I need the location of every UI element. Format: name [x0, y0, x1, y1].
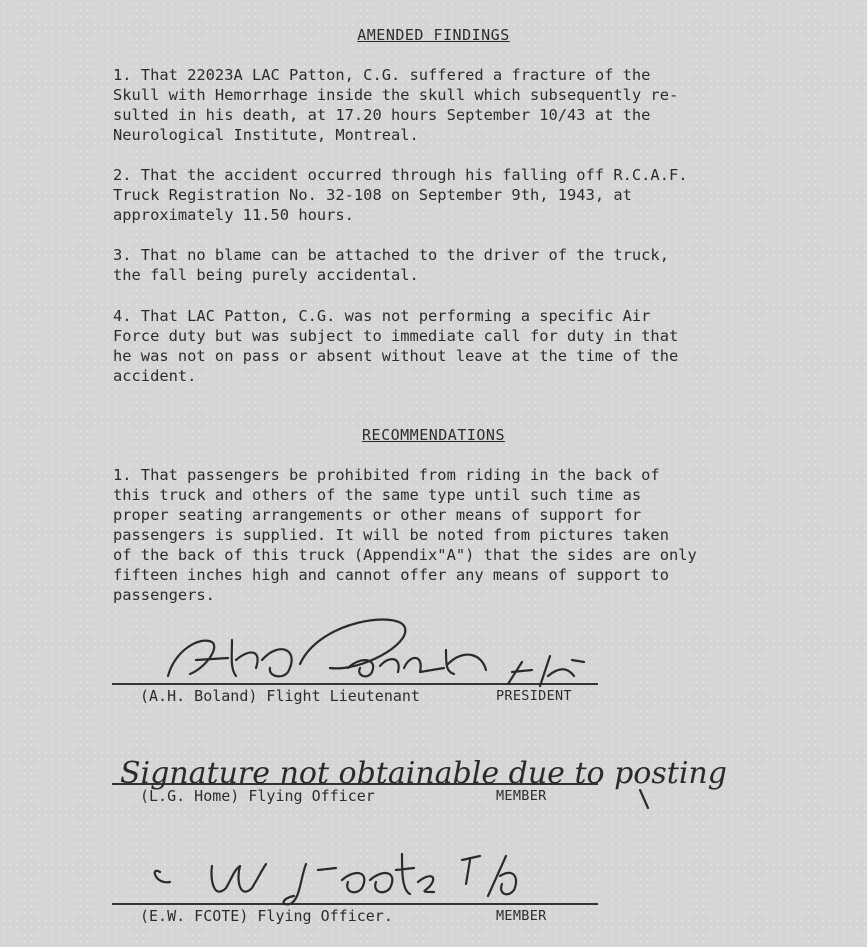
member-1-caption: (L.G. Home) Flying Officer	[140, 787, 375, 805]
signature-line-member-1	[112, 783, 598, 785]
president-role: PRESIDENT	[496, 688, 572, 704]
member-2-caption: (E.W. FCOTE) Flying Officer.	[140, 907, 393, 925]
boland-signature	[168, 620, 584, 686]
signature-line-member-2	[112, 903, 598, 905]
foote-signature	[155, 854, 516, 904]
recommendations-heading: RECOMMENDATIONS	[362, 426, 505, 444]
finding-2: 2. That the accident occurred through his falling off R.C.A.F. Truck Registration No. 32-108 on September 9th, 1943, at approximately 11.50 hours.	[113, 166, 688, 224]
recommendation-1: 1. That passengers be prohibited from riding in the back of this truck and others of the same type until such time as proper seating arrangements or other means of support for passengers is supplied. It will be noted from pictures taken of the back of this truck (Appendix"A") that the sides are only fifteen inches high and cannot offer any means of support to passengers.	[113, 466, 697, 604]
amended-findings-heading: AMENDED FINDINGS	[357, 26, 510, 44]
finding-4: 4. That LAC Patton, C.G. was not performing a specific Air Force duty but was subject to immediate call for duty in that he was not on pass or absent without leave at the time of the accident.	[113, 307, 679, 385]
finding-1: 1. That 22023A LAC Patton, C.G. suffered a fracture of the Skull with Hemorrhage inside the skull which subsequently re- sulted in his death, at 17.20 hours September 10/43 at the Neurological Institute, Montreal.	[113, 66, 679, 144]
posting-note: Signature not obtainable due to posting	[120, 756, 727, 791]
signature-line-president	[112, 683, 598, 685]
member-2-role: MEMBER	[496, 908, 547, 924]
member-1-role: MEMBER	[496, 788, 547, 804]
president-caption: (A.H. Boland) Flight Lieutenant	[140, 687, 420, 705]
finding-3: 3. That no blame can be attached to the driver of the truck, the fall being purely accidental.	[113, 246, 669, 284]
